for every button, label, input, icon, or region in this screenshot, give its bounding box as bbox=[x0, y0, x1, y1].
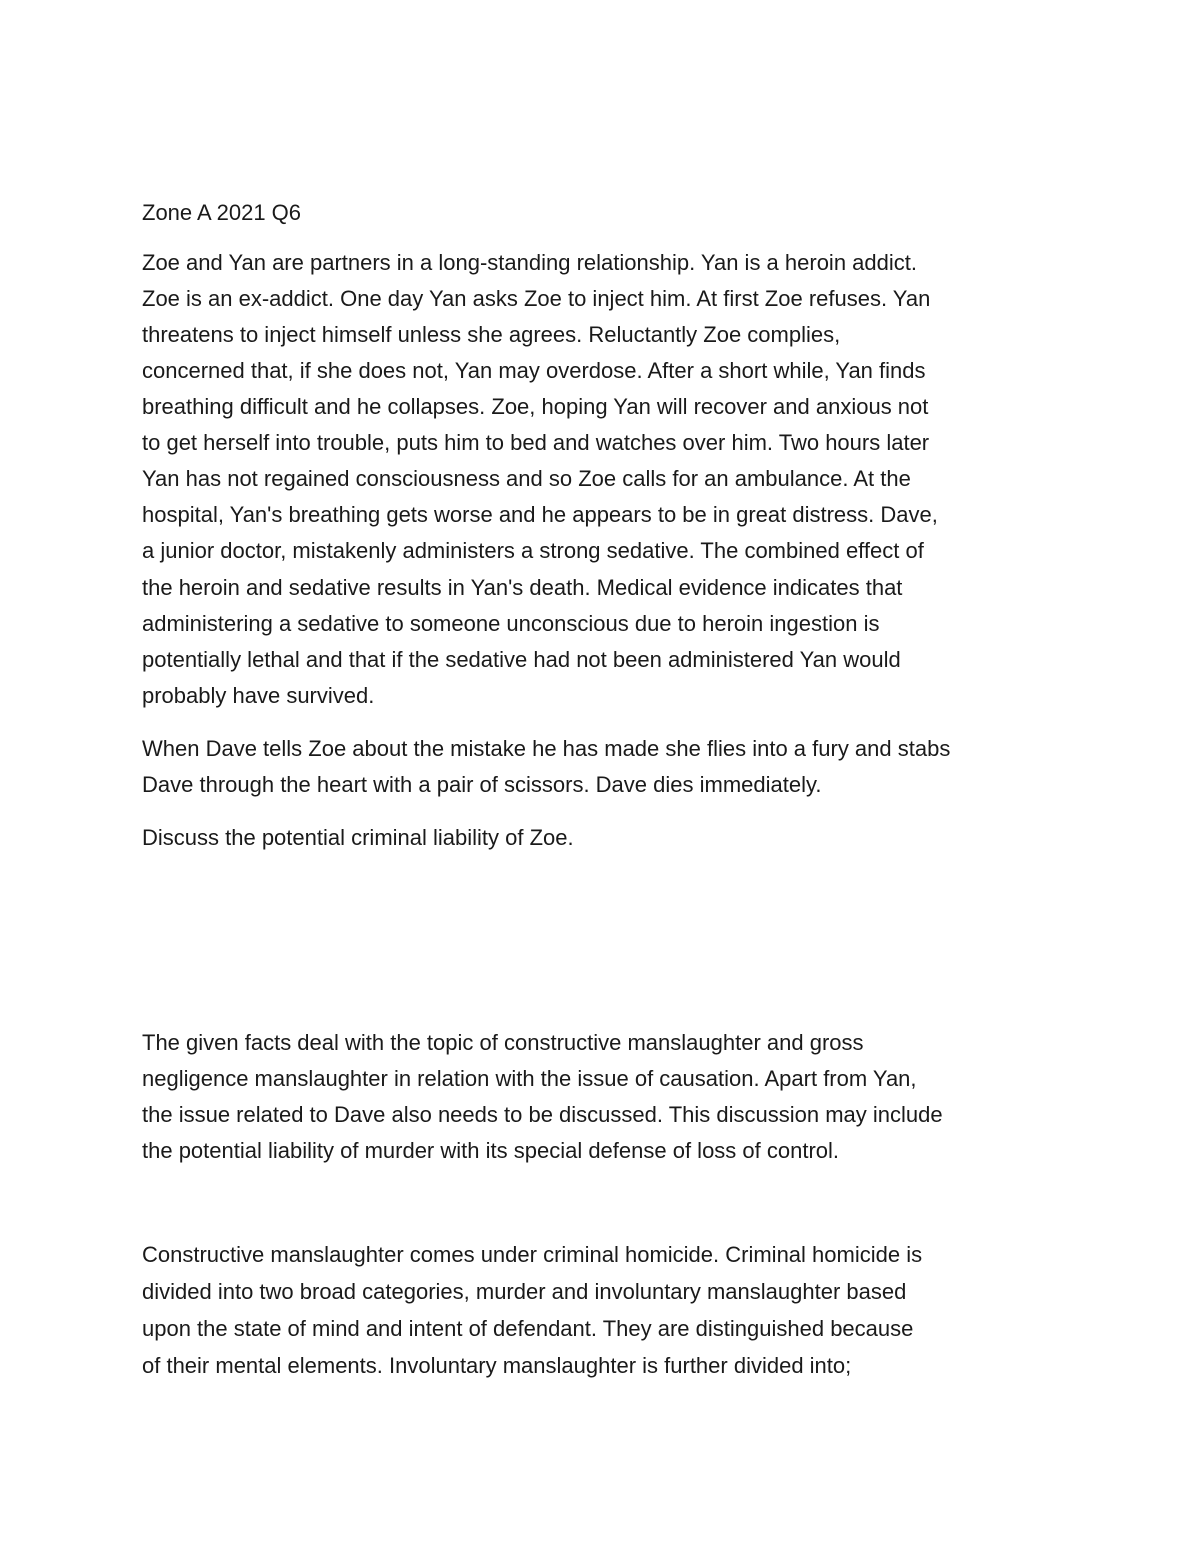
text-line: concerned that, if she does not, Yan may overdose. After a short while, Yan finds bbox=[142, 358, 926, 383]
instruction-line: Discuss the potential criminal liability of Zoe. bbox=[142, 825, 574, 850]
document-heading: Zone A 2021 Q6 bbox=[142, 200, 302, 225]
text-line: the issue related to Dave also needs to be discussed. This discussion may include bbox=[142, 1102, 943, 1127]
text-line: of their mental elements. Involuntary manslaughter is further divided into; bbox=[142, 1353, 852, 1378]
text-line: breathing difficult and he collapses. Zoe, hoping Yan will recover and anxious not bbox=[142, 394, 929, 419]
text-line: Yan has not regained consciousness and so Zoe calls for an ambulance. At the bbox=[142, 466, 911, 491]
text-line: potentially lethal and that if the sedative had not been administered Yan would bbox=[142, 647, 901, 672]
text-line: to get herself into trouble, puts him to bed and watches over him. Two hours later bbox=[142, 430, 930, 455]
text-line: Dave through the heart with a pair of scissors. Dave dies immediately. bbox=[142, 772, 822, 797]
text-line: When Dave tells Zoe about the mistake he has made she flies into a fury and stabs bbox=[142, 736, 951, 761]
text-line: a junior doctor, mistakenly administers a strong sedative. The combined effect of bbox=[142, 538, 924, 563]
text-line: upon the state of mind and intent of defendant. They are distinguished because bbox=[142, 1316, 914, 1341]
text-line: negligence manslaughter in relation with the issue of causation. Apart from Yan, bbox=[142, 1066, 917, 1091]
text-line: The given facts deal with the topic of constructive manslaughter and gross bbox=[142, 1030, 864, 1055]
text-line: hospital, Yan's breathing gets worse and he appears to be in great distress. Dave, bbox=[142, 502, 938, 527]
text-line: Constructive manslaughter comes under criminal homicide. Criminal homicide is bbox=[142, 1242, 923, 1267]
text-line: Zoe is an ex-addict. One day Yan asks Zoe to inject him. At first Zoe refuses. Yan bbox=[142, 286, 931, 311]
text-line: probably have survived. bbox=[142, 683, 375, 708]
text-line: the heroin and sedative results in Yan's death. Medical evidence indicates that bbox=[142, 575, 903, 600]
text-line: Zoe and Yan are partners in a long-standing relationship. Yan is a heroin addict. bbox=[142, 250, 917, 275]
text-line: divided into two broad categories, murder and involuntary manslaughter based bbox=[142, 1279, 907, 1304]
text-line: threatens to inject himself unless she agrees. Reluctantly Zoe complies, bbox=[142, 322, 841, 347]
text-line: the potential liability of murder with its special defense of loss of control. bbox=[142, 1138, 840, 1163]
text-line: administering a sedative to someone unconscious due to heroin ingestion is bbox=[142, 611, 880, 636]
